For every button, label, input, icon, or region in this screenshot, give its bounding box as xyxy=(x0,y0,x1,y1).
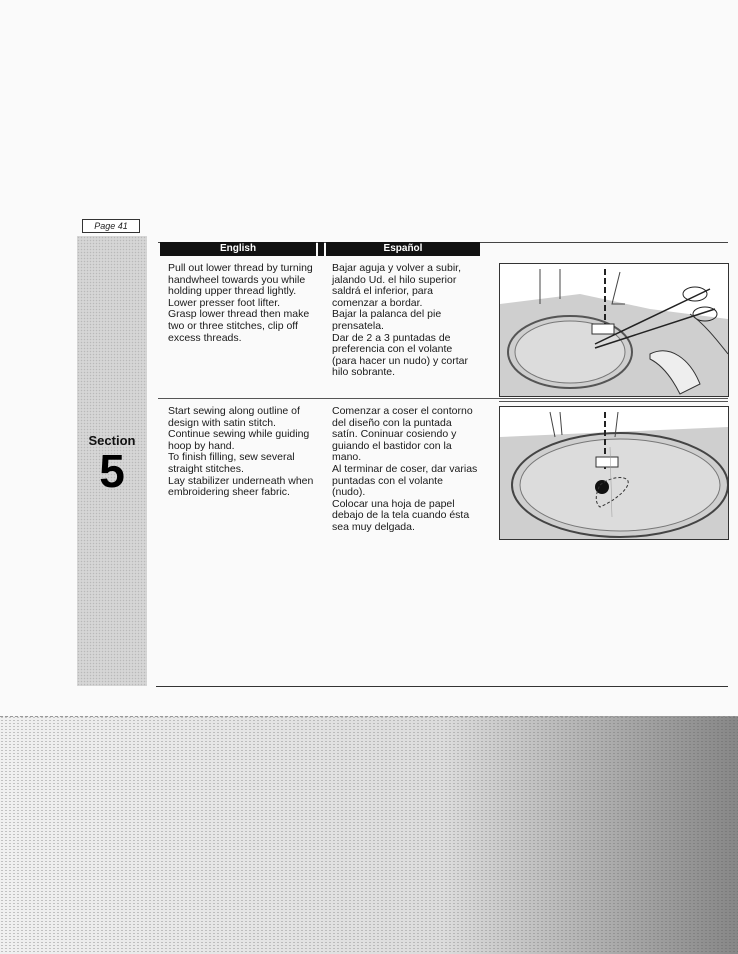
spanish-column-header: Español xyxy=(326,242,480,256)
section-number: 5 xyxy=(99,445,125,497)
header-separator xyxy=(318,242,324,256)
page-number-tag: Page 41 xyxy=(82,219,140,233)
scan-background-noise xyxy=(0,716,738,954)
step-2-spanish-text: Comenzar a coser el contorno del diseño con la puntada satín. Coninuar cosiendo y guiando el bastidor con la mano. Al terminar de coser, dar varias puntadas con el volante (nudo). Colocar una hoja de papel debajo de la tela cuando ésta sea muy delgada. xyxy=(332,405,478,533)
step-2-top-rule xyxy=(499,401,728,402)
hoop-satin-stitch-illustration xyxy=(499,406,729,540)
content-bottom-rule xyxy=(156,686,728,687)
step-2-english-text: Start sewing along outline of design with satin stitch. Continue sewing while guiding hoop by hand. To finish filling, sew several straight stitches. Lay stabilizer underneath when embroidering sheer fabric. xyxy=(168,405,314,499)
scissors-clipping-thread-illustration xyxy=(499,263,729,397)
scan-edge-line xyxy=(0,716,738,717)
section-sidebar xyxy=(77,236,147,686)
step-1-english-text: Pull out lower thread by turning handwheel towards you while holding upper thread lightly. Lower presser foot lifter. Grasp lower thread then make two or three stitches, clip off excess threads. xyxy=(168,262,313,344)
section-label: Section xyxy=(88,433,136,448)
step-1-bottom-rule xyxy=(158,398,728,399)
english-column-header: English xyxy=(160,242,316,256)
step-1-spanish-text: Bajar aguja y volver a subir, jalando Ud. el hilo superior saldrá el inferior, para comenzar a bordar. Bajar la palanca del pie prensatela. Dar de 2 a 3 puntadas de preferencia con el volante (para hacer un nudo) y cortar hilo sobrante. xyxy=(332,262,468,379)
